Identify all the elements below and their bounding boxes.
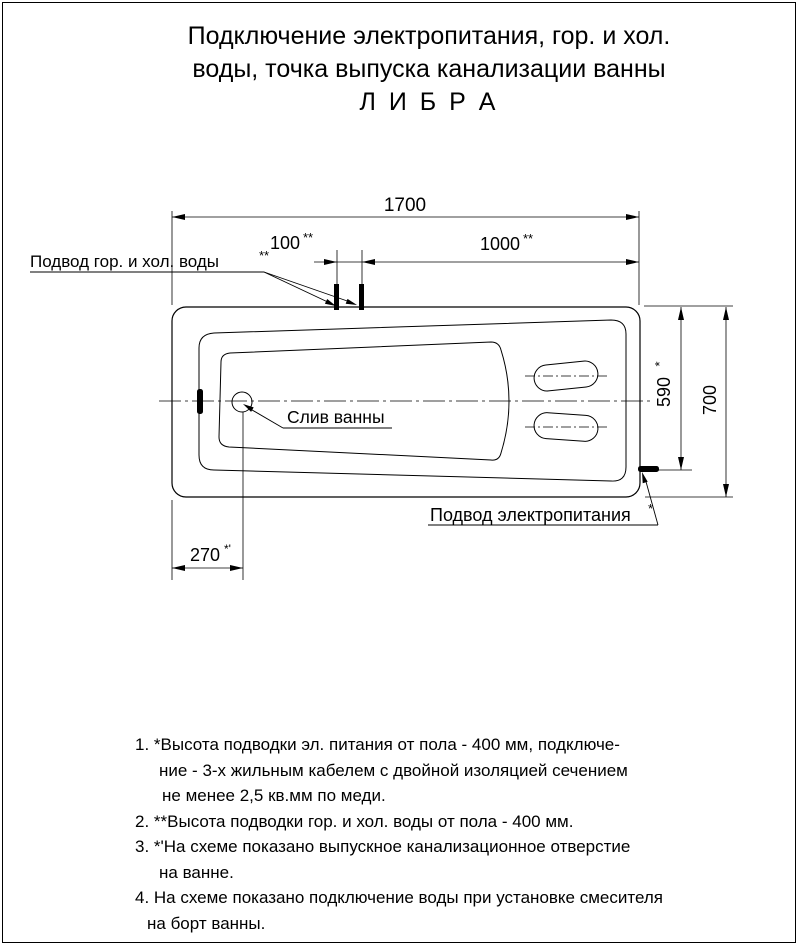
dim-590-sup: * [652, 361, 667, 367]
bathtub-connection-diagram [0, 180, 798, 610]
arrowhead [243, 404, 254, 412]
dim-1000-sup: ** [523, 231, 534, 246]
arrowhead [362, 259, 375, 265]
water-pipe-right [359, 284, 364, 310]
arrowhead [678, 457, 684, 470]
power-connection-mark [638, 466, 659, 472]
note-1-line-3: не менее 2,5 кв.мм по меди. [162, 786, 386, 805]
water-leader-right [264, 272, 353, 303]
notes-list [0, 732, 798, 936]
arrowhead [230, 565, 243, 571]
drawing-title [0, 20, 798, 119]
title-line-1: Подключение электропитания, гор. и хол. [187, 22, 671, 50]
dim-590-label: 590 [654, 376, 674, 408]
dim-270-sup: *' [224, 542, 231, 556]
note-1-line-2: ние - 3-х жильным кабелем с двойной изоляцией сечением [159, 760, 628, 780]
note-1-line-1: 1. *Высота подводки эл. питания от пола - 400 мм, подключе- [135, 735, 620, 754]
arrowhead [626, 259, 639, 265]
dim-100-label: 100 [269, 233, 301, 253]
arrowhead [723, 307, 729, 320]
note-3-line-1: 3. *'На схеме показано выпускное канализационное отверстие [135, 837, 631, 856]
tub-outer-rim [172, 307, 640, 497]
arrowhead [172, 214, 185, 220]
note-2: 2. **Высота подводки гор. и хол. воды от пола - 400 мм. [135, 811, 574, 831]
dim-1700-label: 1700 [383, 195, 427, 216]
arrowhead [723, 484, 729, 497]
arrowhead [346, 299, 357, 305]
drain-leader [247, 407, 283, 428]
note-3-line-2: на ванне. [159, 862, 234, 882]
note-4-line-1: 4. На схеме показано подключение воды при установке смесителя [135, 888, 663, 907]
leader-arrowheads [243, 299, 648, 483]
power-supply-label: Подвод электропитания [430, 505, 631, 525]
sewer-outlet-mark [197, 389, 203, 414]
dim-270-label: 270 [189, 545, 221, 565]
dim-1000-label: 1000 [479, 234, 521, 254]
arrowhead [678, 307, 684, 320]
water-leader-left [264, 272, 332, 304]
title-line-2: воды, точка выпуска канализации ванны [192, 55, 666, 83]
tub-inner-rim [199, 320, 626, 481]
title-model-name: Л И Б Р А [359, 88, 499, 116]
arrowhead [642, 472, 648, 483]
arrowhead [324, 259, 337, 265]
water-supply-sup: ** [259, 248, 270, 263]
dim-700-label: 700 [700, 384, 720, 416]
note-4-line-2: на борт ванны. [147, 913, 266, 933]
dim-100-sup: ** [303, 230, 314, 245]
arrowhead [172, 565, 185, 571]
arrowhead [626, 214, 639, 220]
water-supply-label: Подвод гор. и хол. воды [30, 252, 220, 271]
drain-label: Слив ванны [287, 407, 385, 427]
leader-lines [30, 272, 658, 525]
power-supply-sup: * [648, 501, 654, 516]
